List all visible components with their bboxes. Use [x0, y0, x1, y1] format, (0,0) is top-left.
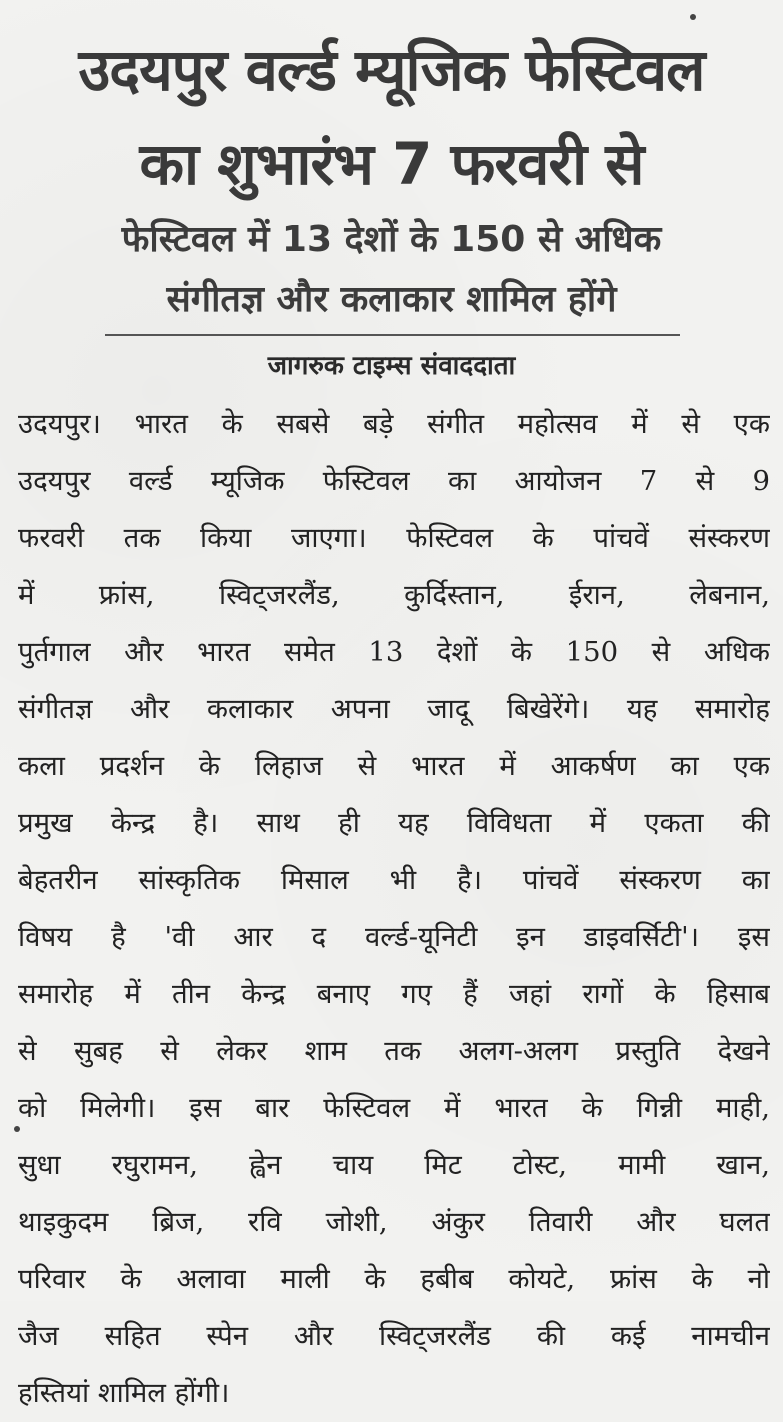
body-line: फरवरी तक किया जाएगा। फेस्टिवल के पांचवें संस्करण [18, 522, 770, 554]
headline-line-2: का शुभारंभ 7 फरवरी से [139, 130, 644, 198]
body-line: को मिलेगी। इस बार फेस्टिवल में भारत के गिन्नी माही, [18, 1092, 770, 1124]
body-line: थाइकुदम ब्रिज, रवि जोशी, अंकुर तिवारी और घलत [18, 1206, 770, 1238]
body-line: समारोह में तीन केन्द्र बनाए गए हैं जहां रागों के हिसाब [18, 978, 770, 1010]
print-speck [690, 14, 696, 20]
body-line: हस्तियां शामिल होंगी। [18, 1377, 230, 1409]
subheadline-underline [105, 334, 680, 336]
body-line: बेहतरीन सांस्कृतिक मिसाल भी है। पांचवें संस्करण का [18, 864, 770, 896]
body-line: विषय है 'वी आर द वर्ल्ड-यूनिटी इन डाइवर्सिटी'। इस [18, 921, 770, 953]
body-line: प्रमुख केन्द्र है। साथ ही यह विविधता में एकता की [18, 807, 770, 839]
body-line: कला प्रदर्शन के लिहाज से भारत में आकर्षण का एक [18, 750, 770, 782]
print-speck [14, 1126, 20, 1132]
body-line: उदयपुर वर्ल्ड म्यूजिक फेस्टिवल का आयोजन 7 से 9 [18, 465, 770, 497]
body-line: सुधा रघुरामन, ह्वेन चाय मिट टोस्ट, मामी खान, [18, 1149, 770, 1181]
body-line: जैज सहित स्पेन और स्विट्जरलैंड की कई नामचीन [18, 1320, 770, 1352]
subheadline-line-1: फेस्टिवल में 13 देशों के 150 से अधिक [121, 219, 662, 260]
headline-line-1: उदयपुर वर्ल्ड म्यूजिक फेस्टिवल [78, 36, 705, 104]
body-line: पुर्तगाल और भारत समेत 13 देशों के 150 से अधिक [18, 636, 770, 668]
body-line: परिवार के अलावा माली के हबीब कोयटे, फ्रांस के नो [18, 1263, 770, 1295]
subheadline-line-2: संगीतज्ञ और कलाकार शामिल होंगे [166, 279, 617, 320]
body-line: संगीतज्ञ और कलाकार अपना जादू बिखेरेंगे। यह समारोह [18, 693, 770, 725]
body-line: से सुबह से लेकर शाम तक अलग-अलग प्रस्तुति देखने [18, 1035, 770, 1067]
body-line: उदयपुर। भारत के सबसे बड़े संगीत महोत्सव में से एक [18, 408, 770, 440]
byline: जागरुक टाइम्स संवाददाता [267, 351, 516, 381]
article-body [18, 396, 770, 1422]
body-line: में फ्रांस, स्विट्जरलैंड, कुर्दिस्तान, ईरान, लेबनान, [18, 579, 770, 611]
